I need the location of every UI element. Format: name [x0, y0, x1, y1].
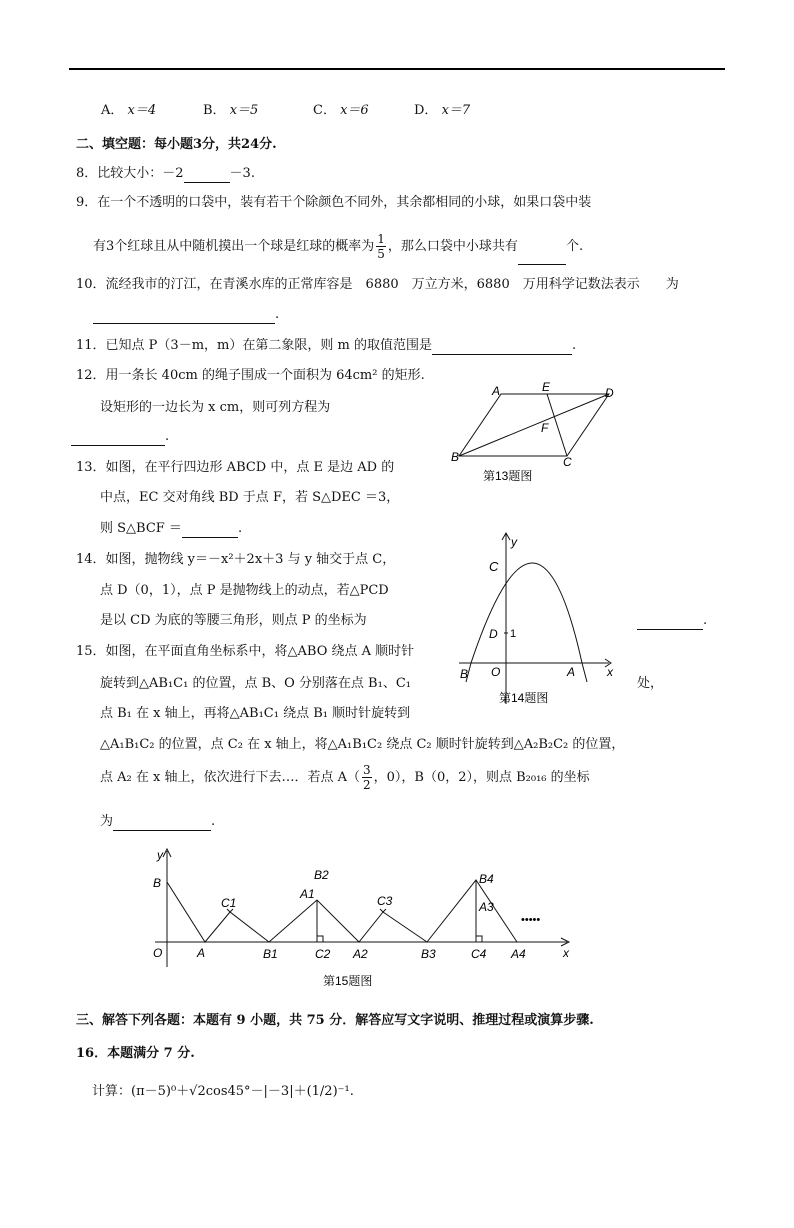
q16-title: 16．本题满分 7 分.: [76, 1046, 195, 1061]
label-e: E: [542, 380, 551, 394]
label-c: C: [489, 559, 499, 574]
label-c1: C1: [221, 896, 237, 910]
option-d: D． x＝7: [414, 103, 471, 118]
label-c4: C4: [471, 947, 487, 961]
top-rule: [69, 68, 725, 70]
right-angle-c2: [317, 936, 323, 942]
rotation-path: [167, 880, 517, 942]
label-a3: A3: [479, 900, 494, 914]
section2-heading: 二、填空题：每小题3分，共24分.: [76, 137, 277, 152]
right-angle-c4: [476, 936, 482, 942]
q9-line2: 有3个红球且从中随机摸出一个球是红球的概率为 $\frac{1}{5}$ ，那么口袋中小球共有 个.: [93, 229, 583, 265]
label-f: F: [541, 421, 549, 435]
figure-13: [445, 378, 625, 488]
q12-line1: 12．用一条长 40cm 的绳子围成一个面积为 64cm² 的矩形.: [76, 368, 425, 383]
label-a: A: [567, 665, 576, 679]
q14-line1: 14．如图，抛物线 y＝－x²＋2x＋3 与 y 轴交于点 C，: [76, 552, 396, 567]
label-a: A: [492, 384, 501, 398]
section3-heading: 三、解答下列各题：本题有 9 小题，共 75 分．解答应写文字说明、推理过程或演算步骤.: [76, 1013, 594, 1028]
q15-line1: 15．如图，在平面直角坐标系中，将△ABO 绕点 A 顺时针: [76, 644, 415, 659]
parabola: [471, 563, 582, 663]
q14-line2: 点 D（0，1），点 P 是抛物线上的动点，若△PCD: [100, 583, 389, 598]
label-a2: A2: [353, 947, 368, 961]
label-b2: B2: [314, 868, 329, 882]
q15-line2-end: 处，: [637, 676, 664, 691]
q9-line1: 9．在一个不透明的口袋中，装有若干个除颜色不同外，其余都相同的小球，如果口袋中装: [76, 195, 592, 210]
label-c2: C2: [315, 947, 331, 961]
q15-answer: 为 .: [100, 814, 216, 829]
q10-line1: 10．流经我市的汀江，在青溪水库的正常库容是 6880 万立方米，6880 万用科学记数法表示 为: [76, 277, 679, 292]
label-b: B: [153, 876, 162, 890]
option-b: B． x＝5: [203, 103, 259, 118]
label-o: O: [491, 665, 501, 679]
label-c3: C3: [377, 894, 393, 908]
q10-answer: .: [93, 306, 279, 324]
q14-answer: .: [637, 612, 707, 630]
figure-13-caption: 第13题图: [483, 469, 533, 483]
label-b: B: [460, 667, 469, 681]
q8: 8．比较大小：－2 －3.: [76, 166, 255, 181]
label-b4: B4: [479, 872, 494, 886]
figure-14: [455, 530, 625, 710]
label-b: B: [451, 450, 460, 464]
label-one: 1: [510, 628, 517, 640]
q15-line3: 点 B₁ 在 x 轴上，再将△AB₁C₁ 绕点 B₁ 顺时针旋转到: [100, 706, 411, 721]
label-d: D: [489, 627, 498, 641]
continuation-dots: •••••: [521, 914, 541, 926]
label-b1: B1: [263, 947, 278, 961]
q15-line2: 旋转到△AB₁C₁ 的位置，点 B、O 分别落在点 B₁、C₁: [100, 676, 411, 691]
label-a4: A4: [511, 947, 526, 961]
label-y: y: [511, 535, 517, 549]
label-x: x: [563, 946, 569, 960]
q14-line3: 是以 CD 为底的等腰三角形，则点 P 的坐标为: [100, 613, 367, 628]
option-c: C． x＝6: [313, 103, 369, 118]
label-c: C: [563, 455, 572, 469]
label-b3: B3: [421, 947, 436, 961]
q15-line4: △A₁B₁C₂ 的位置，点 C₂ 在 x 轴上，将△A₁B₁C₂ 绕点 C₂ 顺时针旋转到△A₂B₂C₂ 的位置，: [100, 737, 625, 752]
segment-ec: [547, 394, 567, 456]
figure-15-caption: 第15题图: [323, 974, 373, 988]
label-d: D: [605, 386, 614, 400]
right-angle-c3: [380, 909, 386, 912]
q11: 11．已知点 P（3－m，m）在第二象限，则 m 的取值范围是 .: [76, 338, 577, 353]
q12-answer: .: [71, 428, 169, 446]
q16-calc: 计算：(π－5)⁰＋√2cos45°－|－3|＋(1/2)⁻¹.: [92, 1084, 354, 1099]
figure-14-caption: 第14题图: [499, 691, 549, 705]
q13-line2: 中点，EC 交对角线 BD 于点 F，若 S△DEC ＝3，: [100, 490, 400, 505]
label-a: A: [197, 946, 206, 960]
label-y: y: [157, 848, 163, 862]
diagonal-bd: [459, 394, 609, 456]
parabola-tail-right: [582, 663, 587, 682]
figure-15: [145, 845, 585, 995]
q15-line5: 点 A₂ 在 x 轴上，依次进行下去…．若点 A（ $\frac{3}{2}$ ，0），B（0，2），则点 B₂₀₁₆ 的坐标: [100, 763, 590, 792]
label-x: x: [607, 665, 613, 679]
label-o: O: [153, 946, 163, 960]
q13-line3: 则 S△BCF ＝ .: [100, 521, 243, 536]
label-a1: A1: [300, 887, 315, 901]
option-a: A． x＝4: [101, 103, 157, 118]
q12-line2: 设矩形的一边长为 x cm，则可列方程为: [100, 400, 331, 415]
q13-line1: 13．如图，在平行四边形 ABCD 中，点 E 是边 AD 的: [76, 460, 395, 475]
